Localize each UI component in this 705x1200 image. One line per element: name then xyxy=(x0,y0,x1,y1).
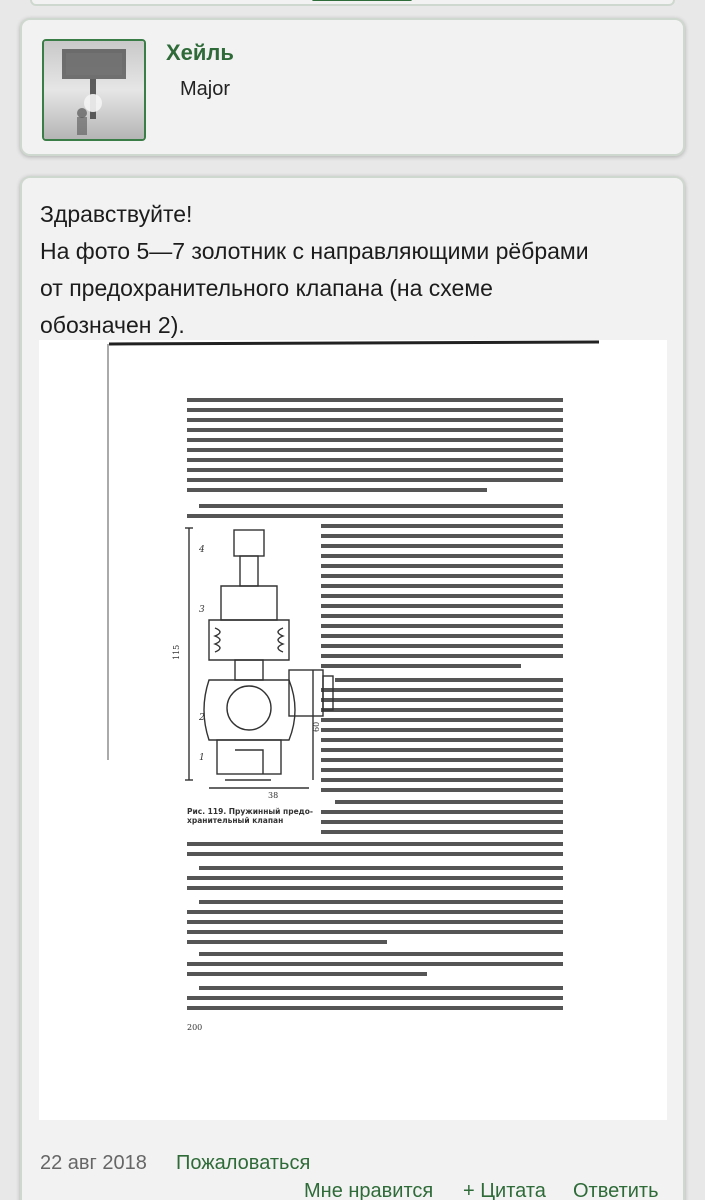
report-link[interactable]: Пожаловаться xyxy=(176,1152,311,1174)
reply-button[interactable]: Ответить xyxy=(573,1180,659,1200)
scan-page xyxy=(39,340,667,1120)
avatar[interactable] xyxy=(42,39,146,141)
post-line: от предохранительного клапана (на схеме xyxy=(40,275,493,301)
like-button[interactable]: Мне нравится xyxy=(304,1180,434,1200)
quote-button[interactable]: + Цитата xyxy=(463,1180,546,1200)
previous-card-edge xyxy=(30,0,675,6)
post-line: На фото 5—7 золотник с направляющими рёбрами xyxy=(40,238,589,264)
scan-dim-60: 60 xyxy=(312,721,321,732)
post-body xyxy=(40,196,680,344)
scan-dim-38: 38 xyxy=(268,791,279,800)
post-line: Здравствуйте! xyxy=(40,201,193,227)
scan-label-2: 2 xyxy=(199,713,205,723)
author-card xyxy=(20,18,685,156)
scan-page-number: 200 xyxy=(187,1023,203,1032)
scan-figure-caption: Рис. 119. Пружинный предо-хранительный клапан xyxy=(187,807,313,825)
scan-label-1: 1 xyxy=(199,753,205,763)
attached-scan-image[interactable] xyxy=(39,340,667,1120)
scan-label-3: 3 xyxy=(199,605,205,615)
scan-label-4: 4 xyxy=(199,545,205,555)
post-line: обозначен 2). xyxy=(40,312,185,338)
user-rank: Major xyxy=(180,78,231,100)
username-link[interactable]: Хейль xyxy=(166,40,234,65)
post-card xyxy=(20,176,685,1200)
scan-dim-115: 115 xyxy=(172,644,181,660)
post-date: 22 авг 2018 xyxy=(40,1152,147,1174)
